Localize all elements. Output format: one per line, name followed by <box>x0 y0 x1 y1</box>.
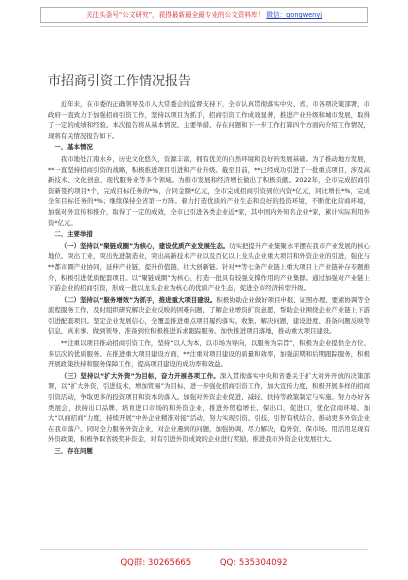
section-heading-3: 三、存在问题 <box>54 447 93 455</box>
banner-divider <box>40 26 368 27</box>
project-paragraph: **注重以项目推动招商引资工作，坚持“以人为本，以市场为导向，以服务为宗旨”，积极为企业提供全方位、多层次的优质服务。在推进重大项目建设方面，**注重对项目建设的质量和效率，加强前期和后期跟踪服务，积极开展政策扶持和服务保障工作，提高项目建设的成功率和效益。 <box>48 339 370 369</box>
banner-link[interactable]: 微信：gongwenyj <box>266 11 323 19</box>
subheading-1: （一）坚持以“聚链成圈”为核心，建设优质产业发展生态。 <box>60 241 230 250</box>
subheading-3: （三）坚持以“扩大外资”为目标，奋力开展各项工作。 <box>60 371 220 380</box>
top-banner <box>40 7 368 23</box>
measure-3-paragraph <box>48 371 370 445</box>
intro-paragraph: 近年来，在市委的正确领导及市人大常委会的监督支持下，全市认真贯彻落实中央、省、市各项决策部署，市政府一直致力于加强招商引资工作，坚持以项目为抓手，招商引资工作成效显著，推进产业升级和城市发展，取得了一定的成绩和经验。本次报告将从基本情况、主要举措、存在问题和下一步工作打算四个方面向介绍工作情况，现将有关情况报告如下。 <box>48 100 370 140</box>
footer <box>0 556 408 568</box>
banner-text: 关注头条号“公文研究”，获得最新最全最专业的公文资料库！ <box>85 11 265 19</box>
document-title: 市招商引资工作情况报告 <box>48 74 192 89</box>
measure-3-text: 深入贯彻落实中央和省委关于扩大对外开放的决策部署，以“扩大外资，引进技术，增加贸易”为目标，进一步强化招商引资工作，加大宣传力度，积极开展多样的招商引资活动，争取更多的投资项目和资本的落入。加强对外资企业促进、减轻、扶持等政策制定与实施。努力办好各类展会，扶持出口品牌、培育进口市场的和外资企业，推进外贸稳增长、保出口、促进口，优化营商环境。加大“以商招商”力度，持续开展“中外企业精准对接”活动，努力实现引资、引技、引智有机结合，推动更多外资企业在我市落户。同时全力服务外资企业，对企业遇到的问题，加强协调，尽力解决，稳外资、保市场。用活用足现有外资政策，积极争取省级奖补资金，对有引进外资成效的企业进行奖励，推进我市外资企业发展壮大。 <box>48 371 370 444</box>
measure-2-text: 积极协助企业做好项目申报、证照办理、要素协调等全流程服务工作，及时组织研究解决企业反映的困难问题，了解企业增资扩资意愿，帮助企业围绕企业产业链上下游引进配套项目。坚定企业发展信心，全覆盖推进重点项目履约落实。收集、解决问题，建设进度、准备问题反映等信息，真来事、做到领导、准备到位积极推进诉求跟踪服务。加快推进项目落地，推动重大项目建设。 <box>48 295 370 336</box>
basic-situation-paragraph: 我市地处江南水乡，历史文化悠久，资源丰富，拥有优美的自然环境和良好的发展基础。为了推动地方发展，**一直坚持招商引资的战略，积极推进项目引进和产业升级。截至目前，**已经成功引进了一批重点项目，涉及高新技术、文化创意、现代服务业等多个领域。为推市发展和经济增长做出了积极贡献。2022年，全市完成招商引资新签约项目*个，完成目标任务的*%，合同金额*亿元，全市完成招商引资到位内资*亿元，同比增长*%，完成全年目标任务的*%；继续保持全省第一方阵。着力打造优质的产业生态和良好的投资环境，不断优化营商环境，加强对外宣传和推介，取得了一定的成效，全市已引进各类企业近*家，其中国内外知名企业*家，累计实际利用外资*亿元。 <box>48 154 370 227</box>
measure-1-text: 功实把提升产业集聚水平摆在我市产业发展的核心地位。突出工业，突出先进制造业，突出高新技术产业以及百亿以上龙头企业重大项目和外资企业的引进，强化与**都市圈产业协同，延伸产业链，提升价值链，壮大创新链。针对**等七条产业链上重大项目上产业链补存专题推介，积极引进优质配套项目。以“聚链成圈”为核心，打造一批具有较强支撑作用的产业集群。通过加强对产业链上下游企业的招商引资，形成一批以龙头企业为核心的优质产业生态，促进全市经济转型升级。 <box>48 241 370 293</box>
measure-2-paragraph <box>48 295 370 337</box>
section-heading-1: 一、基本情况 <box>54 143 93 152</box>
footer-qq-group: QQ群: 30265665 <box>120 558 192 568</box>
measure-1-paragraph <box>48 241 370 294</box>
footer-divider <box>40 549 368 550</box>
document-body <box>48 99 370 551</box>
subheading-2: （二）坚持以“服务增效”为抓手，推进重大项目建设。 <box>60 295 217 304</box>
section-heading-2: 二、主要举措 <box>54 230 93 239</box>
footer-qq: QQ: 535304092 <box>219 558 288 568</box>
